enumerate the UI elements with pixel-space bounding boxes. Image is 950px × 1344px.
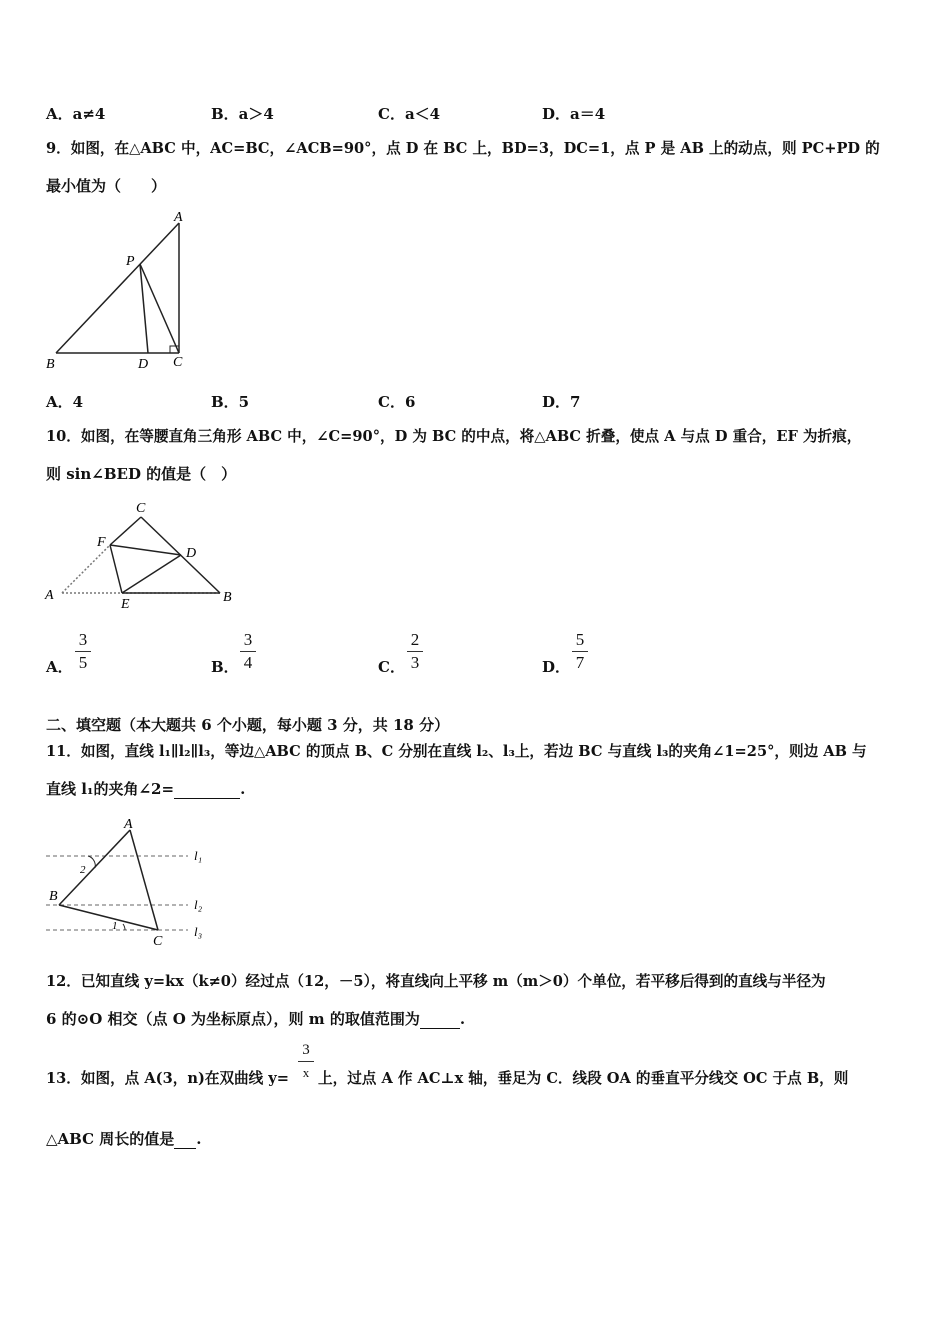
q12-stem-line2 [46, 1008, 465, 1029]
q10-option-a-den: 5 [78, 653, 88, 672]
q13-line2-prefix: △ABC 周长的值是 [46, 1130, 175, 1148]
q8-option-a: A．a≠4 [46, 105, 106, 123]
q10-option-b-label: B． [211, 658, 239, 676]
q10-label-f: F [97, 535, 106, 550]
q13-fraction [295, 1040, 317, 1083]
q11-stem-line2 [46, 778, 245, 799]
q9-label-b: B [46, 357, 55, 372]
q9-option-d: D．7 [542, 393, 581, 411]
q12-stem-line1: 12．已知直线 y=kx（k≠0）经过点（12，－5），将直线向上平移 m（m＞0）个单位，若平移后得到的直线与半径为 [46, 973, 826, 990]
q13-line2-suffix: . [196, 1130, 202, 1148]
q10-figure [40, 495, 240, 615]
q10-option-b-den: 4 [243, 653, 253, 672]
q11-label-l2: l₂ [194, 897, 203, 912]
q12-line2-suffix: . [459, 1010, 466, 1028]
q10-option-a-fraction [72, 630, 94, 673]
q10-option-d-num: 5 [575, 630, 585, 649]
q11-label-l1: l₁ [194, 848, 203, 863]
section2-heading: 二、填空题（本大题共 6 个小题，每小题 3 分，共 18 分） [46, 716, 450, 734]
q12-line2-prefix: 6 的⊙O 相交（点 O 为坐标原点），则 m 的取值范围为 [46, 1010, 420, 1028]
q10-option-a-label: A． [46, 658, 73, 676]
q9-label-c: C [173, 355, 183, 370]
q10-option-c-den: 3 [410, 653, 420, 672]
q10-stem-line1: 10．如图，在等腰直角三角形 ABC 中，∠C=90°，D 为 BC 的中点，将△ABC 折叠，使点 A 与点 D 重合，EF 为折痕， [46, 428, 862, 445]
q10-option-a-num: 3 [78, 630, 88, 649]
q9-option-c: C．6 [378, 393, 416, 411]
q10-option-d-label: D． [542, 658, 571, 676]
q10-label-a: A [45, 588, 54, 603]
q10-label-e: E [121, 597, 130, 612]
q10-option-d-den: 7 [575, 653, 585, 672]
q9-label-a: A [174, 210, 183, 225]
q10-option-c-label: C． [378, 658, 405, 676]
q8-option-b: B．a＞4 [211, 105, 274, 123]
q10-option-c-num: 2 [410, 630, 420, 649]
q9-stem-line2: 最小值为（ ） [46, 177, 167, 195]
q13-frac-num: 3 [302, 1042, 310, 1058]
q11-line2-prefix: 直线 l₁的夹角∠2= [46, 780, 175, 798]
q10-option-d-fraction [569, 630, 591, 673]
q13-stem-line2 [46, 1128, 202, 1149]
q10-option-c-fraction [404, 630, 426, 673]
q8-option-c: C．a＜4 [378, 105, 441, 123]
q8-option-d: D．a＝4 [542, 105, 606, 123]
q9-figure [40, 205, 200, 375]
q10-label-c: C [136, 501, 146, 516]
q11-label-l3: l₃ [194, 924, 203, 939]
q13-answer-blank[interactable] [174, 1130, 196, 1149]
q11-label-angle2: 2 [80, 864, 86, 876]
q11-label-angle1: 1 [112, 920, 118, 932]
q11-label-a: A [124, 817, 133, 832]
q10-label-b: B [223, 590, 232, 605]
q13-frac-den: x [302, 1065, 310, 1080]
q13-stem-prefix: 13．如图，点 A(3，n)在双曲线 y= [46, 1070, 290, 1087]
q11-label-b: B [49, 889, 58, 904]
q10-label-d: D [186, 546, 197, 561]
q9-label-d: D [138, 357, 149, 372]
q11-stem-line1: 11．如图，直线 l₁∥l₂∥l₃，等边△ABC 的顶点 B、C 分别在直线 l₂、l₃上，若边 BC 与直线 l₃的夹角∠1=25°，则边 AB 与 [46, 743, 867, 760]
q10-stem-line2: 则 sin∠BED 的值是（ ） [46, 465, 237, 483]
q9-option-b: B．5 [211, 393, 250, 411]
q11-line2-suffix: . [240, 780, 246, 798]
q11-label-c: C [153, 934, 163, 949]
q13-stem-suffix: 上，过点 A 作 AC⊥x 轴，垂足为 C．线段 OA 的垂直平分线交 OC 于点 B，则 [318, 1070, 849, 1087]
q11-figure [40, 815, 220, 950]
q10-option-b-num: 3 [243, 630, 253, 649]
q9-option-a: A．4 [46, 393, 84, 411]
q9-stem-line1: 9．如图，在△ABC 中，AC=BC，∠ACB=90°，点 D 在 BC 上，BD=3，DC=1，点 P 是 AB 上的动点，则 PC+PD 的 [46, 140, 880, 157]
q11-answer-blank[interactable] [174, 780, 240, 799]
q10-option-b-fraction [237, 630, 259, 673]
q9-label-p: P [126, 254, 135, 269]
q12-answer-blank[interactable] [420, 1010, 460, 1029]
